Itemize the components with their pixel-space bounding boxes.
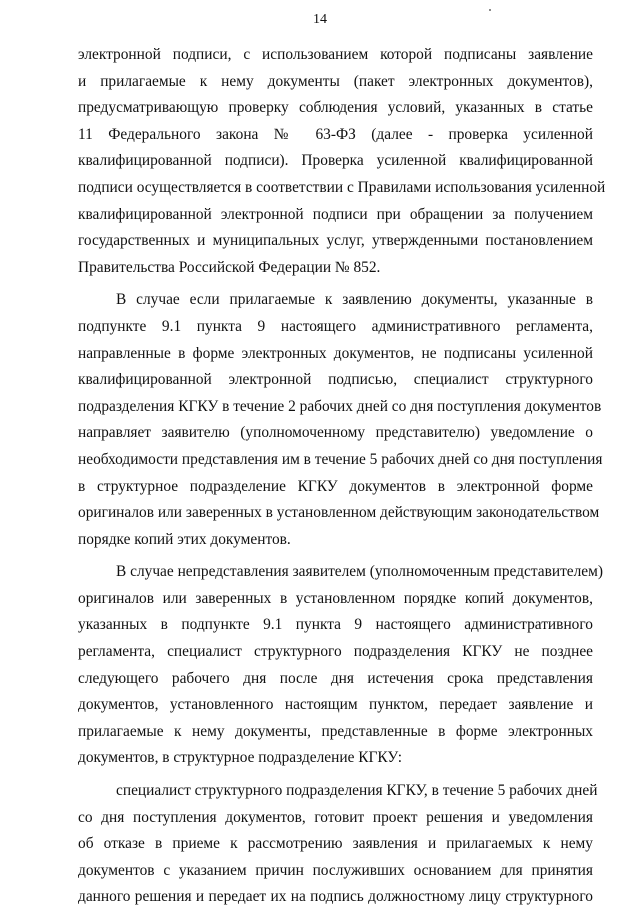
text-line: Правительства Российской Федерации № 852.	[78, 258, 381, 276]
text-line: прилагаемые к нему документы, представленные в форме электронных	[78, 722, 593, 740]
text-line: следующего рабочего дня после дня истечения срока представления	[78, 669, 593, 687]
text-line: направляет заявителю (уполномоченному представителю) уведомление о	[78, 424, 593, 442]
scan-speck	[489, 9, 491, 11]
text-line: данного решения и передает их на подпись должностному лицу структурного	[78, 888, 593, 906]
text-line: порядке копий этих документов.	[78, 530, 291, 548]
text-line: направленные в форме электронных документов, не подписаны усиленной	[78, 344, 593, 362]
text-line: подразделения КГКУ в течение 2 рабочих дней со дня поступления документов	[78, 397, 602, 415]
text-line: документов с указанием причин послуживших основанием для принятия	[78, 861, 593, 879]
paragraph-4	[78, 778, 598, 911]
text-line: государственных и муниципальных услуг, утвержденными постановлением	[78, 232, 593, 250]
text-line: об отказе в приеме к рассмотрению заявления и прилагаемых к нему	[78, 835, 593, 853]
text-line: указанных в подпункте 9.1 пункта 9 настоящего административного	[78, 616, 593, 634]
text-line: квалифицированной подписи). Проверка усиленной квалифицированной	[78, 152, 593, 170]
text-line: оригиналов или заверенных в установленном порядке копий документов,	[78, 589, 593, 607]
text-line: 11 Федерального закона № 63-ФЗ (далее - проверка усиленной	[78, 125, 593, 143]
text-line: В случае непредставления заявителем (уполномоченным представителем)	[116, 563, 604, 581]
text-line: в структурное подразделение КГКУ документов в электронной форме	[78, 477, 593, 495]
document-body	[78, 42, 606, 911]
text-line: и прилагаемые к нему документы (пакет электронных документов),	[78, 72, 593, 90]
text-line: документов, в структурное подразделение КГКУ:	[78, 749, 402, 767]
paragraph-3	[78, 559, 604, 772]
text-line: специалист структурного подразделения КГКУ, в течение 5 рабочих дней	[116, 782, 598, 800]
text-line: со дня поступления документов, готовит проект решения и уведомления	[78, 808, 593, 826]
text-line: электронной подписи, с использованием которой подписаны заявление	[78, 46, 593, 63]
paragraph-2	[78, 287, 603, 553]
text-line: В случае если прилагаемые к заявлению документы, указанные в	[116, 291, 593, 309]
paragraph-1	[78, 42, 606, 281]
page-number: 14	[313, 12, 327, 27]
text-line: необходимости представления им в течение 5 рабочих дней со дня поступления	[78, 450, 603, 468]
text-line: предусматривающую проверку соблюдения условий, указанных в статье	[78, 99, 593, 117]
text-line: оригиналов или заверенных в установленном действующим законодательством	[78, 504, 600, 522]
text-line: квалифицированной электронной подписи при обращении за получением	[78, 205, 593, 223]
text-line: документов, установленного настоящим пунктом, передает заявление и	[78, 696, 593, 714]
text-line: квалифицированной электронной подписью, специалист структурного	[78, 371, 593, 389]
text-line: подписи осуществляется в соответствии с Правилами использования усиленной	[78, 178, 606, 196]
text-line: регламента, специалист структурного подразделения КГКУ не позднее	[78, 643, 593, 661]
text-line: подпункте 9.1 пункта 9 настоящего административного регламента,	[78, 317, 593, 335]
